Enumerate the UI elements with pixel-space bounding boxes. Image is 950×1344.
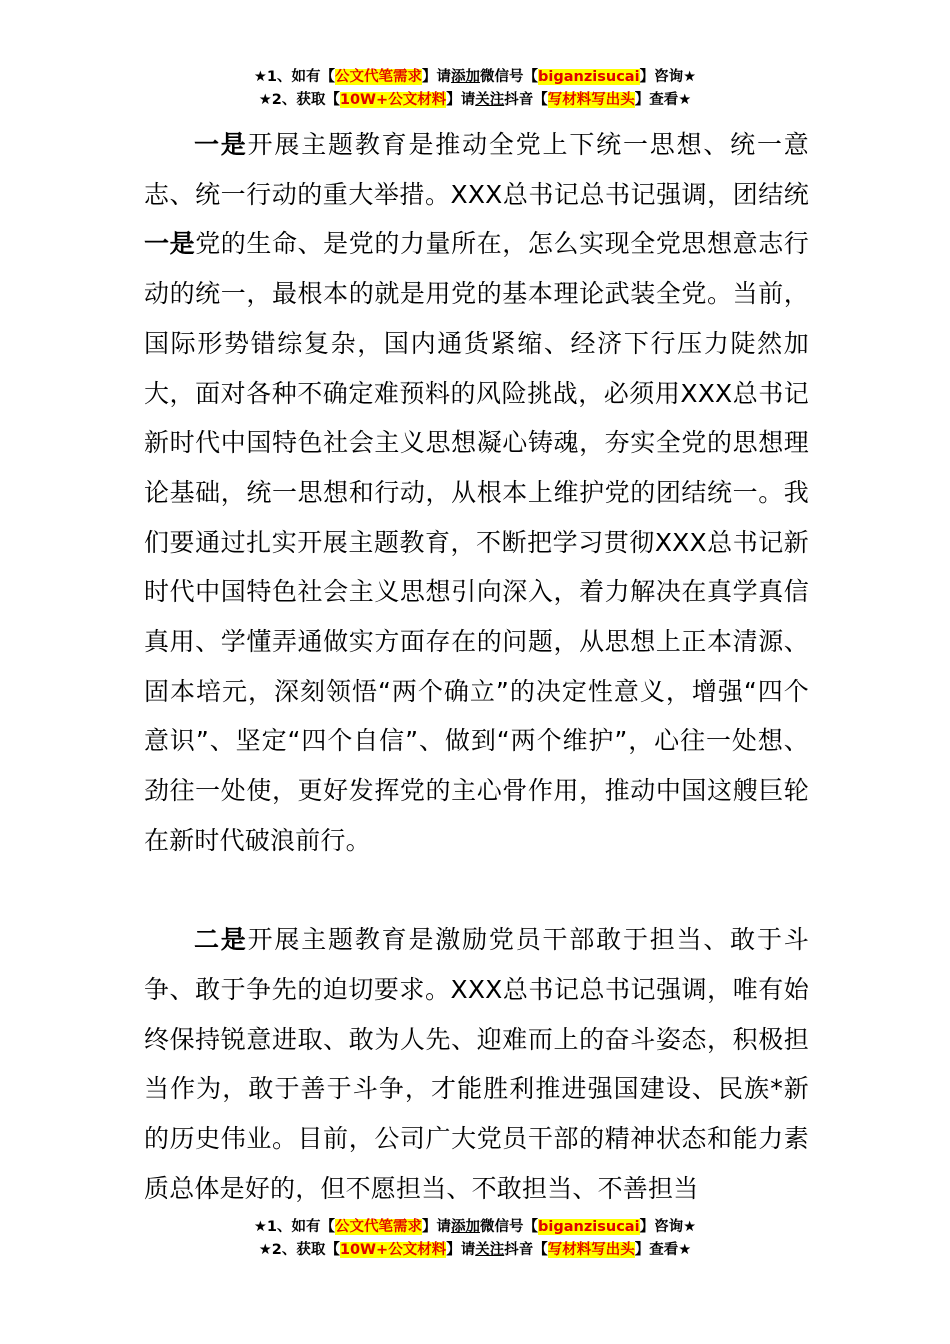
highlight-materials: 10W+公文材料 <box>339 92 447 108</box>
banner-line-2: ★2、获取【10W+公文材料】请关注抖音【写材料写出头】查看★ <box>258 1242 692 1258</box>
paragraph-inline-bold: 一是 <box>144 229 196 259</box>
highlight-wechat-id: biganzisucai <box>538 1219 640 1235</box>
document-body <box>144 120 809 1213</box>
paragraph-lead: 一是 <box>194 130 248 159</box>
header-banner <box>0 66 950 112</box>
footer-banner <box>0 1216 950 1262</box>
highlight-service: 公文代笔需求 <box>335 1219 423 1235</box>
highlight-douyin: 写材料写出头 <box>547 1242 635 1258</box>
banner-line-2: ★2、获取【10W+公文材料】请关注抖音【写材料写出头】查看★ <box>258 92 692 108</box>
paragraph-2: 二是开展主题教育是激励党员干部敢于担当、敢于斗争、敢于争先的迫切要求。XXX总书记总书记强调，唯有始终保持锐意进取、敢为人先、迎难而上的奋斗姿态，积极担当作为，敢于善于斗争，才能胜利推进强国建设、民族*新的历史伟业。目前，公司广大党员干部的精神状态和能力素质总体是好的，但不愿担当、不敢担当、不善担当 <box>144 925 810 1203</box>
highlight-service: 公文代笔需求 <box>335 69 423 85</box>
paragraph-1: 一是开展主题教育是推动全党上下统一思想、统一意志、统一行动的重大举措。XXX总书记总书记强调，团结统一是党的生命、是党的力量所在，怎么实现全党思想意志行动的统一，最根本的就是用党的基本理论武装全党。当前，国际形势错综复杂，国内通货紧缩、经济下行压力陡然加大，面对各种不确定难预料的风险挑战，必须用XXX总书记新时代中国特色社会主义思想凝心铸魂，夯实全党的思想理论基础，统一思想和行动，从根本上维护党的团结统一。我们要通过扎实开展主题教育，不断把学习贯彻XXX总书记新时代中国特色社会主义思想引向深入，着力解决在真学真信真用、学懂弄通做实方面存在的问题，从思想上正本清源、固本培元，深刻领悟“两个确立”的决定性意义，增强“四个意识”、坚定“四个自信”、做到“两个维护”，心往一处想、劲往一处使，更好发挥党的主心骨作用，推动中国这艘巨轮在新时代破浪前行。 <box>144 130 810 855</box>
highlight-materials: 10W+公文材料 <box>339 1242 447 1258</box>
banner-line-1: ★1、如有【公文代笔需求】请添加微信号【biganzisucai】咨询★ <box>253 1219 697 1235</box>
highlight-douyin: 写材料写出头 <box>547 92 635 108</box>
banner-line-1: ★1、如有【公文代笔需求】请添加微信号【biganzisucai】咨询★ <box>253 69 697 85</box>
highlight-wechat-id: biganzisucai <box>538 69 640 85</box>
paragraph-lead: 二是 <box>194 925 248 955</box>
